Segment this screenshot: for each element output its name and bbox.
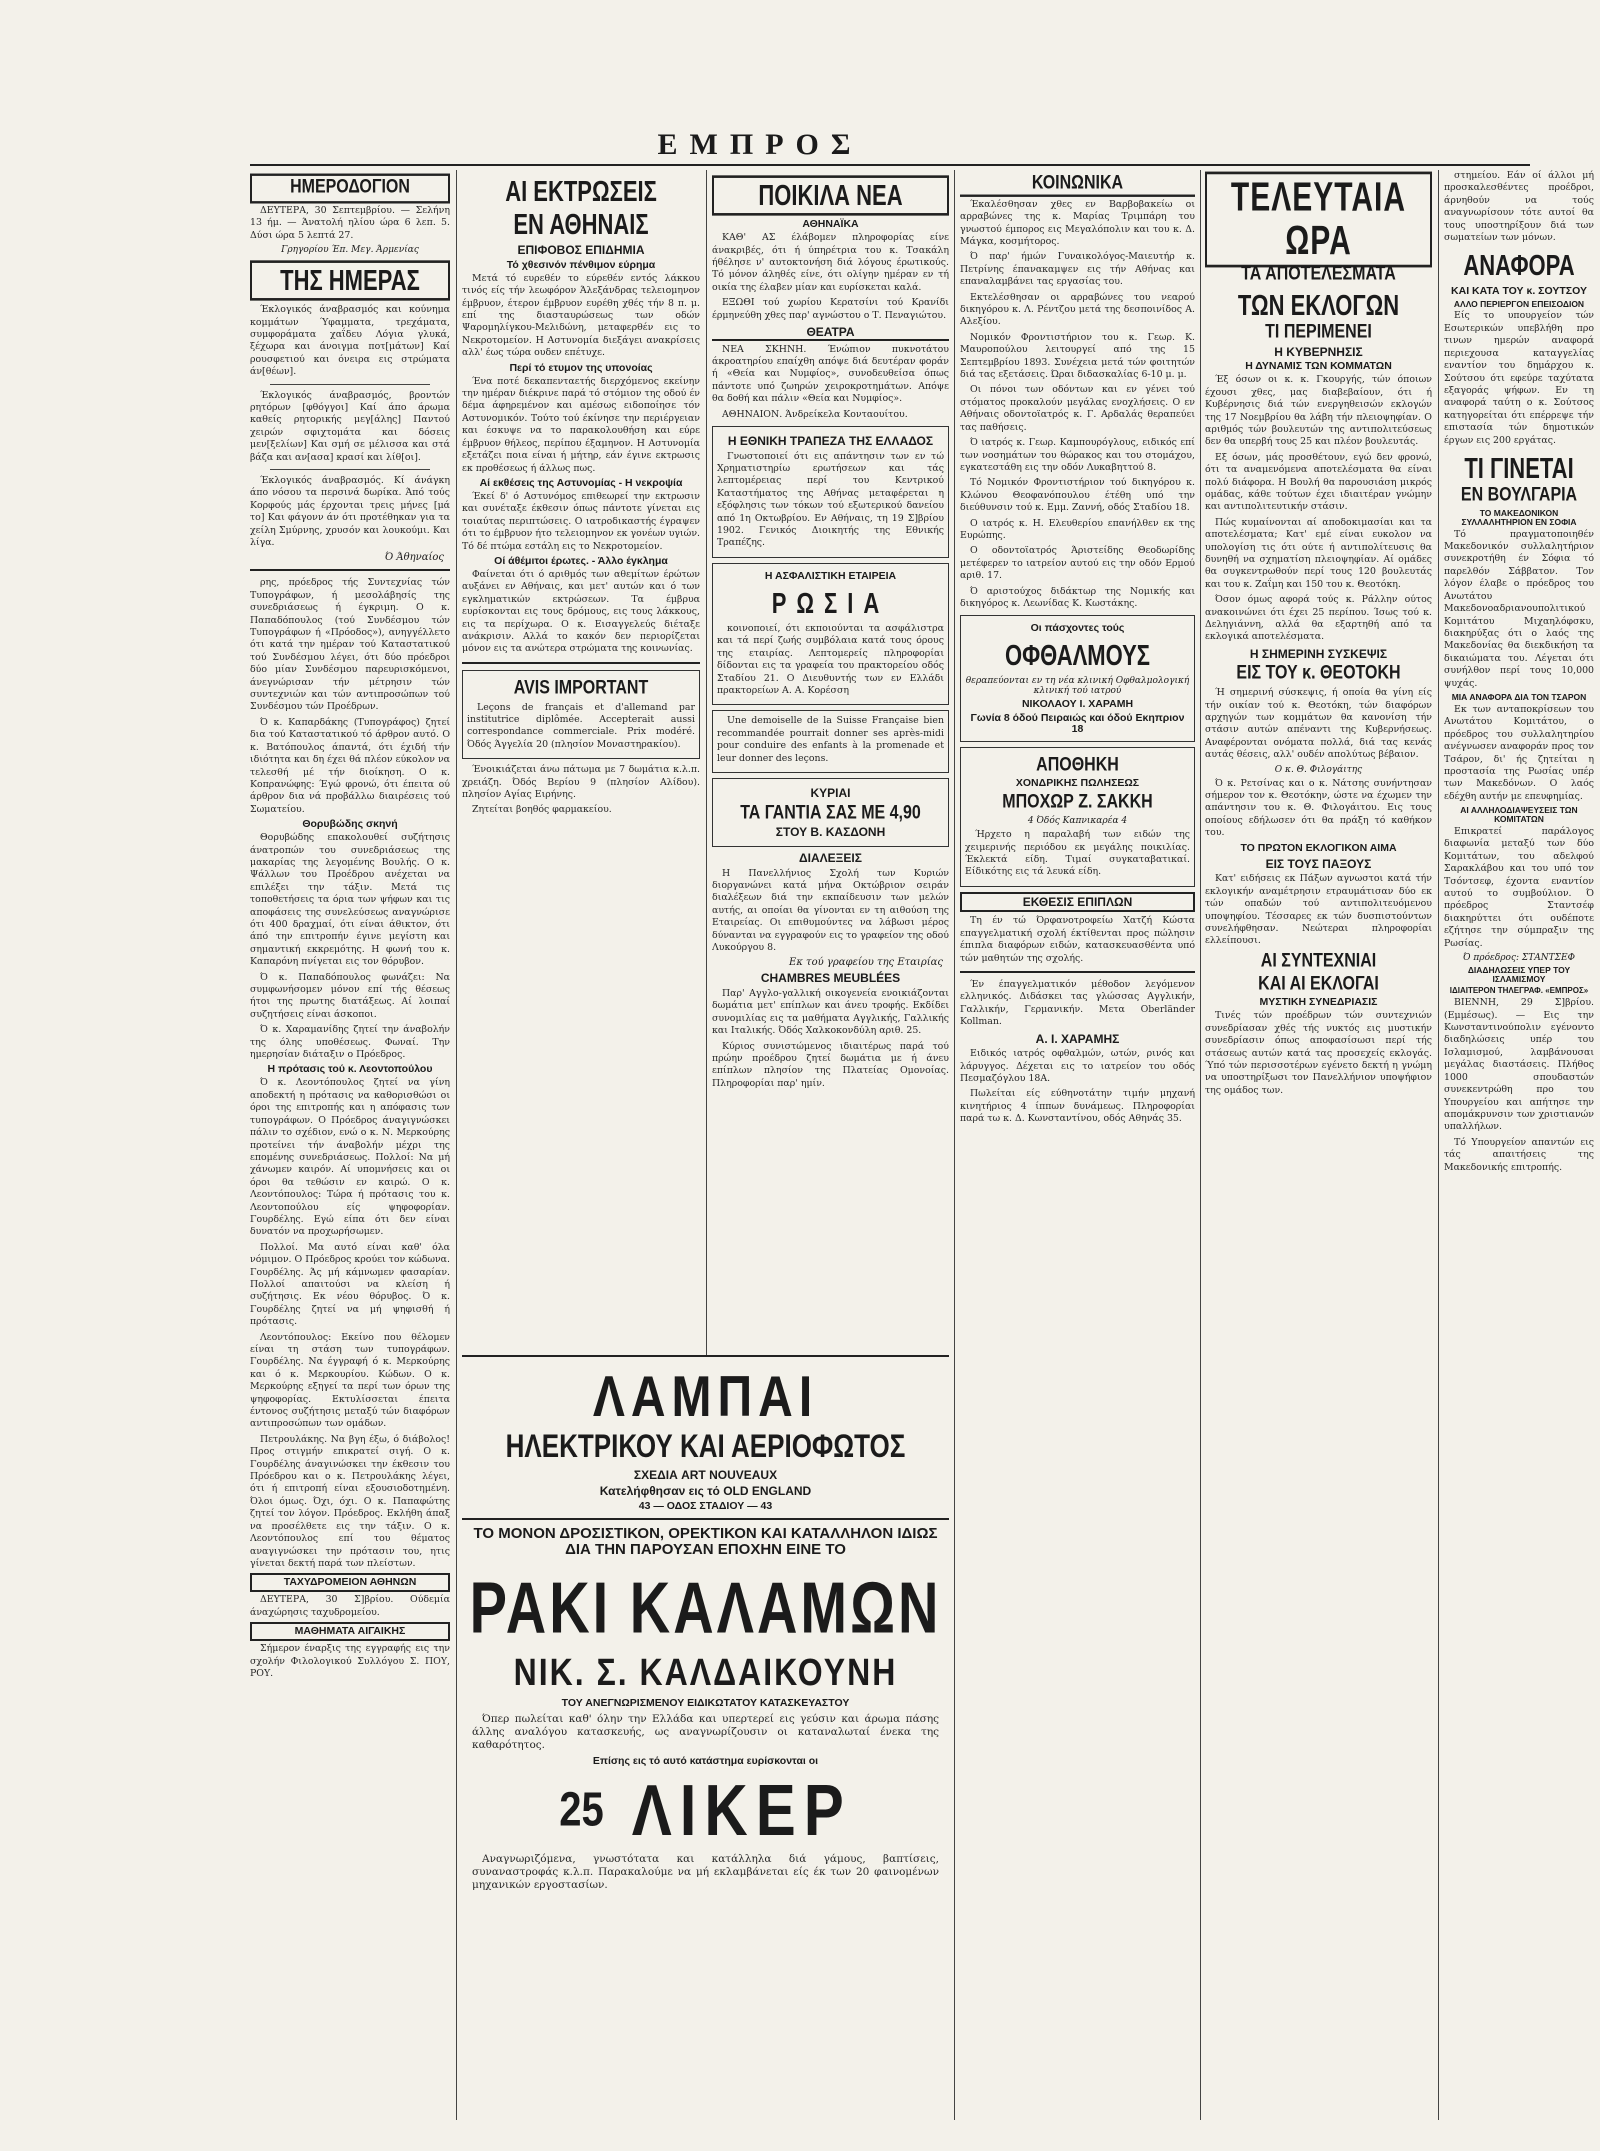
headline: ΜΙΑ ΑΝΑΦΟΡΑ ΔΙΑ ΤΟΝ ΤΣΑΡΟΝ	[1451, 691, 1587, 702]
depot-ad	[960, 747, 1195, 887]
insurance-ad	[712, 563, 949, 706]
ad-raki-title: ΡΑΚΙ ΚΑΛΑΜΩΝ	[469, 1566, 942, 1649]
social-item: Ό παρ' ήμών Γυναικολόγος-Μαιευτήρ κ. Πετρίνης έπανακαμψεν εις τήν Αθήνας και επαναλαμβάνει τας εργασίας του.	[960, 251, 1195, 288]
headline: ΙΔΙΑΙΤΕΡΟΝ ΤΗΛΕΓΡΑΦ. «ΕΜΠΡΟΣ»	[1449, 985, 1589, 995]
almanac-saint: Γρηγορίου Έπ. Μεγ. Άρμενίας	[281, 245, 419, 256]
post-office-title: ΤΑΧΥΔΡΟΜΕΙΟΝ ΑΘΗΝΩΝ	[250, 1573, 450, 1592]
ad-line: Γωνία 8 όδού Πειραιώς και όδού Εκηπριον 18	[970, 711, 1185, 735]
social-item: Ο ιατρός κ. Η. Ελευθερίου επανήλθεν εκ της Ευρώπης.	[960, 517, 1195, 541]
ad-title: AVIS IMPORTANT	[513, 677, 649, 699]
headline: Η ΚΥΒΕΡΝΗΣΙΣ	[1274, 344, 1363, 359]
section-title: ΠΟΙΚΙΛΑ ΝΕΑ	[712, 175, 949, 215]
classified-ad: Πωλείται είς εύθηνοτάτην τιμήν μηχανή κινητήριος 4 ίππων δυνάμεως. Πληροφορίαι παρά τω κ. Δ. Κωνσταντίνου, οδός Αθηνάς 35.	[960, 1088, 1195, 1125]
ad-text: Une demoiselle de la Suisse Française bien recommandée pourrait donner ses après-midi pour conduire des enfants à la promenade et leur donner des leçons.	[717, 715, 944, 764]
ad-raki-maker: ΝΙΚ. Σ. ΚΑΛΔΑΙΚΟΥΝΗ	[513, 1650, 898, 1694]
last-hour-title: ΤΕΛΕΥΤΑΙΑ ΩΡΑ	[1205, 172, 1432, 268]
headline: ΔΙΑΔΗΛΩΣΕΙΣ ΥΠΕΡ ΤΟΥ ΙΣΛΑΜΙΣΜΟΥ	[1467, 965, 1571, 984]
social-item: Ό αριστούχος διδάκτωρ της Νομικής και δικηγόρος κ. Λεωνίδας Κ. Κωστάκης.	[960, 585, 1195, 609]
ad-line: Επίσης εις τό αυτό κατάστημα ευρίσκονται οι	[592, 1754, 819, 1767]
social-item: Εκτελέσθησαν οι αρραβώνες του νεαρού δικηγόρου κ. Λ. Ρέντζου μετά της δεσποινίδος Α. Αλεξίου.	[960, 291, 1195, 328]
bank-notice	[712, 426, 949, 558]
section-heading: Οί άθέμιτοι έρωτες. - Άλλο έγκλημα	[494, 554, 668, 567]
ad-line: ΤΑ ΓΑΝΤΙΑ ΣΑΣ ΜΕ 4,90	[740, 802, 921, 824]
ad-liker-number: 25	[559, 1783, 604, 1837]
ad-liker-title: ΛΙΚΕΡ	[631, 1770, 852, 1851]
article-paragraph: Όσον όμως αφορά τούς κ. Ράλλην ούτος ανακοινώνει ότι έχει 25 περίπου. Ίσως τού κ. Δεληγιάννη, αλλά θα εξαρτηθή από τα εκλογικά αποτελέσματα.	[1205, 594, 1432, 643]
almanac-title: ΗΜΕΡΟΔΟΓΙΟΝ	[250, 174, 450, 204]
ad-liker-row	[462, 1770, 949, 1851]
headline: ΤΩΝ ΕΚΛΟΓΩΝ	[1237, 289, 1400, 322]
ad-line: Οι πάσχοντες τούς	[1030, 622, 1125, 635]
section-subtitle: ΑΘΗΝΑΪΚΑ	[802, 218, 859, 231]
ad-line: ΝΙΚΟΛΑΟΥ Ι. ΧΑΡΑΜΗ	[1021, 697, 1134, 710]
theatre-title: ΘΕΑΤΡΑ	[712, 326, 949, 341]
headline: ΑΙ ΑΛΛΗΛΟΔΙΑΨΕΥΣΕΙΣ ΤΩΝ ΚΟΜΙΤΑΤΩΝ	[1460, 805, 1578, 825]
article-paragraph: Ό κ. Χαραμανίδης ζητεί την άναβολήν της όλης υποθέσεως. Φωναί. Την ημερησίαν διάταξιν ο Πρόεδρος.	[250, 1024, 450, 1061]
article-paragraph: Ό κ. Ρετσίνας και ο κ. Νάτσης συνήντησαν σήμερον τον κ. Θεοτόκην, ώστε να έχωμεν την απάντησιν του κ. Θ. Φιλογάιτου. Εις τους οποίους εδήλωσεν ότι θα πράξη τό καθήκον του.	[1205, 777, 1432, 839]
eye-clinic-ad	[960, 615, 1195, 741]
ad-text: Αναγνωριζόμενα, γνωστότατα και κατάλληλα διά γάμους, βαπτίσεις, συναναστροφάς κ.λ.π. Παρακαλούμε να μή εκλαμβάνεται είς έκ των 20 φαινομένων μηχανικών εργοστασίων.	[472, 1852, 939, 1891]
rooms-text: Παρ' Αγγλο-γαλλική οικογενεία ενοικιάζονται δωμάτια μετ' επίπλων και άνευ τροφής. Εκδίδει συνομιλίας εις τα μαθήματα Αγγλικής, Γαλλικής και Ιταλικής. Όδός Χαλκοκονδύλη αριθ. 25.	[712, 988, 949, 1037]
theatre-text: ΝΕΑ ΣΚΗΝΗ. Ένώπιον πυκνοτάτου άκροατηρίου επαίχθη απόψε διά δευτέραν φοράν ή «Θεία και Νυμφίος», συνοδευθείσα όπως πάντοτε υπό ζωηρών χειροκροτημάτων. Απόψε θα δοθή και πάλιν «Θεία και Νυμφίος».	[712, 343, 949, 405]
ad-text: Leçons de français et d'allemand par institutrice diplômée. Accepterait aussi correspondance commerciale. Prix modéré. Όδός Άγγελία 20 (πλησίον Μοναστηρακίου).	[467, 701, 695, 750]
column-rule	[954, 170, 955, 2120]
insurance-title: Η ΑΣΦΑΛΙΣΤΙΚΗ ΕΤΑΙΡΕΙΑ	[764, 569, 897, 582]
article-paragraph: Τό Υπουργείον απαντών εις τάς απαιτήσεις της Μακεδονικής επιτροπής.	[1444, 1136, 1594, 1173]
lamps-raki-advertisement	[462, 1355, 949, 2122]
lectures-title: ΔΙΑΛΕΞΕΙΣ	[799, 850, 862, 865]
headline: ΚΑΙ ΚΑΤΑ ΤΟΥ κ. ΣΟΥΤΣΟΥ	[1451, 284, 1587, 297]
column-1	[250, 170, 450, 2120]
ad-line: 43 — ΟΔΟΣ ΣΤΑΔΙΟΥ — 43	[638, 1499, 773, 1512]
social-item: Νομικόν Φροντιστήριον του κ. Γεωρ. Κ. Μαυροπούλου λειτουργεί από της 15 Σεπτεμβρίου 1893. Συνέχεια μετά τών φοιτητών διά τας εξετάσεις. Ώραι διδασκαλίας 6-10 μ. μ.	[960, 331, 1195, 381]
column-4	[960, 170, 1195, 2120]
article-paragraph: Πολλοί. Μα αυτό είναι καθ' όλα νόμιμον. Ο Πρόεδρος κρούει τον κώδωνα. Γουρδέλης. Άς μή κάμνωμεν φασαρίαν. Πολλοί απαιτούσι να κλείση ή συζήτησις. Εκ νέου θόρυβος. Ό κ. Γουρδέλης ζητεί να μή ψηφισθή ή πρότασις.	[250, 1241, 450, 1328]
headline: ΤΙ ΓΙΝΕΤΑΙ	[1464, 452, 1574, 485]
headline: ΤΙ ΠΕΡΙΜΕΝΕΙ	[1265, 322, 1372, 343]
divider	[462, 1518, 949, 1520]
bank-text: Γνωστοποιεί ότι εις απάντησιν των εν τώ Χρηματιστηρίω ερωτήσεων και τάς λεπτομέρειας περί του Κεντρικού Καταστήματος της Αθήνας μεταφέρεται η εξόφλησις των τόκων τού εξωτερικού δανείου από 1η Οκτωβρίου. Εν Αθήναις, τη 19 Σ]βρίου 1902. Γενικός Διοικητής της Εθνικής Τραπέζης.	[717, 450, 944, 549]
divider	[960, 971, 1195, 973]
column-rule	[1438, 170, 1439, 2120]
article-paragraph: Ό κ. Λεοντόπουλος ζητεί να γίνη αποδεκτή η πρότασις να καθορισθώσι οι όροι της επιτροπής και η απόφασις των τυπογράφων. Ο Πρόεδρος άναγιγνώσκει πάλιν το σχέδιον, ενώ ο κ. Ν. Μερκούρης προτείνει τήν άναβολήν μέχρι της επομένης συνεδριάσεως. Πολλοί: Να μή χάνωμεν καιρόν. Αί υπομνήσεις και οι όροι θα τεθώσιν εν καιρώ. Ο κ. Λεοντόπουλος: Τώρα ή πρότασις του κ. Λεοντοπούλου είς ψηφοφορίαν. Γουρδέλης. Εγώ είπα ότι δεν είναι δυνατόν να προχωρήσωμεν.	[250, 1077, 450, 1238]
article-subtitle: ΕΠΙΦΟΒΟΣ ΕΠΙΔΗΜΙΑ	[517, 243, 645, 258]
headline: ΤΑ ΑΠΟΤΕΛΕΣΜΑΤΑ	[1241, 264, 1396, 285]
headline: ΤΟ ΜΑΚΕΔΟΝΙΚΟΝ ΣΥΛΛΑΛΗΤΗΡΙΟΝ ΕΝ ΣΟΦΙΑ	[1461, 507, 1577, 527]
headline: ΕΙΣ ΤΟΥ κ. ΘΕΟΤΟΚΗ	[1236, 663, 1401, 684]
newspaper-masthead: ΕΜΠΡΟΣ	[657, 128, 863, 161]
article-title: ΑΙ ΕΚΤΡΩΣΕΙΣ	[505, 175, 657, 208]
ad-line: Κατελήφθησαν εις τό OLD ENGLAND	[599, 1484, 812, 1499]
article-paragraph: Έξ όσων οι κ. κ. Γκουργής, τών όποιων έχουσι χθες, μας διαβεβαίουν, ότι ή Κυβέρνησις διά τών ενεργηθεισών εκλογών της 17 Νοεμβρίου θα λάβη τήν πλειοψηφίαν. Ο αριθμός τών βουλευτών της αντιπολιτεύσεως δεν θα υπερβή τους 25 και πλέον βουλευτάς.	[1205, 374, 1432, 448]
section-heading: Τό χθεσινόν πένθιμον εύρημα	[506, 258, 656, 271]
social-item: Ό ιατρός κ. Γεωρ. Καμπουρόγλους, ειδικός επί των νοσημάτων του θώρακος και του στομάχου, εγκατεστάθη εις την οδόν Λυκαβηττού 8.	[960, 437, 1195, 473]
column-6	[1444, 170, 1594, 2120]
insurance-text: κοινοποιεί, ότι εκποιούνται τα ασφάλιστρα και τά περί ζωής συμβόλαια κατά τους όρους της εταιρίας. Λεπτομερείς πληροφορίαι δίδονται εις τα γραφεία του πρακτορείου οδός Σταδίου 21. Ο Διευθυντής των εν Ελλάδι πρακτορείων Α. Α. Κορέσση	[717, 622, 944, 696]
poem-stanza: Έκλογικός άναβρασμός και κούνημα κομμάτων Ύφαμματα, τρεχάματα, συμφοράματα χαΐδευ Λόγια γλυκά, ξέχωρα και άνοιγμα ποτ[μάτων] Καί ρουσφετιού και όνειρα εις στρώματα άν[θέων].	[250, 304, 450, 378]
section-heading: Αί εκθέσεις της Αστυνομίας - Η νεκροψία	[479, 476, 683, 489]
rooms-text: Κύριος συνιστώμενος ιδιαιτέρως παρά τού πρώην προέδρου ζητεί δωμάτια με ή άνευ επίπλων πλησίον της Πλατείας Ομονοίας. Πληροφορίαι παρ' ημίν.	[712, 1040, 949, 1089]
section-title: ΚΟΙΝΩΝΙΚΑ	[960, 174, 1195, 197]
byline: Ό πρόεδρος: ΣΤΑΝΤΣΕΦ	[1463, 953, 1575, 964]
article-paragraph: Μετά τό ευρεθέν το εύρεθέν εντός λάκκου τινός είς τήν λεωφόρον Άλεξάνδρας τελειομηνον έμβρυον, έτερον έμβρυον ευρέθη χθές τήν 8 π. μ. επί της διασταυρώσεως των οδών Ψαρομηλίγκου-Μελιδώνη, μεταφερθέν εις το Νεκροτομείον. Η Αστυνομία διεξάγει ανακρίσεις αλλ' έως τώρα ουδεν επέτυχε.	[462, 272, 700, 359]
poem-signature: Ό Άθηναίος	[384, 552, 444, 564]
lectures-signature: Εκ τού γραφείου της Εταιρίας	[789, 957, 943, 969]
article-paragraph: Τινές τών προέδρων τών συντεχνιών συνεδρίασαν χθές τής νυκτός εις μυστικήν συνεδρίασιν όπως αποφασίσωσι περί τής στάσεως αυτών κατά τας προσεχείς εκλογάς. Ύπό τών περισσοτέρων εγένετο δεκτή η γνώμη να υποστηρίξωσι τον Πανελλήνιον υποψήφιον της ομάδος των.	[1205, 1010, 1432, 1096]
article-paragraph: Κατ' ειδήσεις εκ Πάξων αγνωστοι κατά τήν εκλογικήν αναμέτρησιν ετραυμάτισαν δύο εκ τών οπαδών τού αντιπολιτευόμενου υποψηφίου. Τέσσαρες εκ τών δυσπιστούντων συνελήφθησαν. Νεώτεραι πληροφορίαι ελλείπουσι.	[1205, 873, 1432, 947]
column-5	[1205, 170, 1432, 2120]
furniture-expo-text: Τη έν τώ Όρφανοτροφείω Χατζή Κώστα επαγγελματική σχολή έκτίθενται προς πώλησιν έπιπλα διαφόρων ειδών, κατασκευασθέντα υπό τών μαθητών της σχολής.	[960, 915, 1195, 964]
article-paragraph: Επικρατεί παράλογος διαφωνία μεταξύ των δύο Κομιτάτων, του αδελφού Σαρακλάβου και του υπό τον Τσόντσεφ, έχοντα εναντίον αυτού το συμβούλιον. Ό πρόεδρος Σταντσέφ διακηρύττει ότι ουδέποτε εζήτησε την σύμπραξιν της Ρωσίας.	[1444, 825, 1594, 949]
news-item: ΕΞΩΘΙ τού χωρίου Κερατσίνι τού Κρανίδι έρμηνεύθη χθες παρ' αγνώστου ο Τ. Πεναγιώτου.	[712, 297, 949, 321]
lessons-title: ΜΑΘΗΜΑΤΑ ΑΙΓΑΙΚΗΣ	[250, 1622, 450, 1641]
gloves-ad	[712, 778, 949, 847]
swiss-governess-ad	[712, 710, 949, 773]
almanac-text: ΔΕΥΤΕΡΑ, 30 Σεπτεμβρίου. — Σελήνη 13 ήμ. — Άνατολή ηλίου ώρα 6 λεπ. 5. Δύσι ώρα 5 λεπτά 27.	[250, 204, 450, 241]
article-paragraph: Τό πραγματοποιηθέν Μακεδονικόν συλλαλητήριον συνεκροτήθη έν Σόφια τό παρελθόν Σάββατον. Τον λόγον έλαβε ο πρόεδρος του Ανωτάτου Μακεδονοαδριανουπολιτικού Κομιτάτου Μιχαηλόφσκυ, διακηρύξας ότι ο λαός της Μακεδονίας θα διεκδικήση τα δικαιώματα του. Λέγεται ότι συνήλθον περί τους 10,000 ψυχάς.	[1444, 528, 1594, 689]
headline: Η ΣΗΜΕΡΙΝΗ ΣΥΣΚΕΨΙΣ	[1249, 646, 1388, 661]
social-item: Ο οδοντοϊατρός Άριστείδης Θεοδωρίδης μετέφερεν το ιατρείον αυτού εις την οδόν Ερμού αριθ. 17.	[960, 545, 1195, 582]
lessons-text: Σήμερον έναρξις της εγγραφής εις την σχολήν Φιλολογικού Συλλόγου Σ. ΠΟΥ, ΡΟΥ.	[250, 1643, 450, 1679]
ad-line: ΤΟΥ ΑΝΕΓΝΩΡΙΣΜΕΝΟΥ ΕΙΔΙΚΩΤΑΤΟΥ ΚΑΤΑΣΚΕΥΑΣΤΟΥ	[561, 1696, 850, 1709]
poem-stanza: Έκλογικός άναβρασμός. Κί άνάγκη άπο νόσου τα περσινά δωρίκα. Άπό τούς Κορφούς μάς έρχονται τρεις μήνες [μά το] Και φάγονν άν ότι προτέθηκαν για τα χείλη Σμύρνης, χρυσόν και λουκούμι. Και λίγα.	[250, 474, 450, 549]
article-paragraph: Ό κ. Καπαρδάκης (Τυπογράφος) ζητεί δια τού Καταστατικού τό άρθρον αυτό. Ο κ. Βατόπουλος άπαντά, ότι έχιδή τήν ιδιότητα και δη έχει θά πλέον εύκολον να τελεσθή μέ τήν διοίκηση. Ο κ. Κοπρανώφης: Έγώ φρονώ, ότι έπειτα ού άρθρον δια νά προβάλλω διαιρέσεις τού Σωματείου.	[250, 716, 450, 815]
column-rule	[1200, 170, 1201, 2120]
classified-ad: Έν έπαγγελματικόν μέθοδον λεγόμενον ελληνικός. Διδάσκει τας γλώσσας Αγγλικήν, Γαλλικήν, Γερμανικήν. Μετα Oberländer Kollman.	[960, 979, 1195, 1028]
headline: Η ΔΥΝΑΜΙΣ ΤΩΝ ΚΟΜΜΑΤΩΝ	[1245, 360, 1392, 373]
doctor-name: Α. Ι. ΧΑΡΑΜΗΣ	[1035, 1031, 1120, 1046]
ad-line: ΧΟΝΔΡΙΚΗΣ ΠΩΛΗΣΕΩΣ	[1015, 777, 1140, 790]
article-paragraph: Είς το υπουργείον τών Εσωτερικών υπεβλήθη προ τινων ημερών αναφορά περιεχουσα καταγγελίας εναντίον του δημάρχου κ. Σούτσου ότι εφεύρε ταχύτατα εξαγοράς ψήφων. Εν τη αναφορά ταύτη ο κ. Σούτσος κατηγορείται ότι επέρρεψε τήν επιστασία τών δημοτικών έργων εις 200 εργάτας.	[1444, 310, 1594, 446]
ad-line: 4 Όδός Καπνικαρέα 4	[1027, 816, 1128, 827]
social-item: Οι πόνοι των οδόντων και εν γένει τού στόματος προκαλούν μεγάλας ενοχλήσεις. Ο εν Αθήναις οδοντοϊατρός κ. Γ. Αρδαλάς θεραπεύει τας παθήσεις.	[960, 384, 1195, 433]
article-paragraph: στημείου. Εάν οί άλλοι μή προσκαλεσθέντες προέδροι, άρνηθούν να τούς αναγνωρίσουν τότε αυτοί θα τους υποστηρίξουν διά των σωματείων των μόνων.	[1444, 170, 1594, 244]
article-paragraph: Πετρουλάκης. Να βγη έξω, ό διάβολος! Προς στιγμήν επικρατεί σιγή. Ο κ. Γουρδέλης άναγινώσκει την έκθεσιν του Πρόεδρου και ο κ. Πετρουλάκης λέγει, ότι ή επιτροπή είναι εξουσιοδοτημένη. Όλοι όμως. Όχι, όχι. Ο κ. Παπαφώτης ζητεί τον λόγον. Πρόεδρος. Εκλήθη άπαξ να προσέλθετε εις την τάξιν. Ο κ. Λεοντόπουλος επί του θέματος αναγιγνώσκει την πρότασιν του, ητις γίνεται δεκτή παρά των πλείστων.	[250, 1433, 450, 1569]
divider	[250, 569, 450, 571]
article-paragraph: Λεοντόπουλος: Εκείνο που θέλομεν είναι τη στάση των τυπογράφων. Γουρδέλης. Να έγγραφή ό κ. Μερκούρης και ό κ. Μερκουρίου. Κώδων. Ο κ. Μερκούρης εξηγεί τα περί των όρων της ψηφοφορίας. Εκτυλίσσεται έπειτα έντονος συζήτησις μεταξύ τών διαφόρων αντιπροσώπων των ομάδων.	[250, 1331, 450, 1430]
headline: ΕΙΣ ΤΟΥΣ ΠΑΞΟΥΣ	[1265, 856, 1372, 871]
furniture-expo-title: ΕΚΘΕΣΙΣ ΕΠΙΠΛΩΝ	[960, 892, 1195, 913]
ad-text: Όπερ πωλείται καθ' όλην την Ελλάδα και υπερτερεί εις γεύσιν και άρωμα πάσης άλλης αναλόγου κατασκευής, ως αναγνωρίζουσιν οι καταναλωταί ένεκα της καθαρότητος.	[472, 1712, 939, 1751]
classified-ad: Ζητείται βοηθός φαρμακείου.	[472, 804, 612, 816]
section-heading: Περί τό ετυμον της υπονοίας	[509, 361, 653, 374]
news-item: ΚΑΘ' ΑΣ έλάβομεν πληροφορίας είνε άνακριβές, ότι ή ύπηρέτρια του κ. Τσακάλη ήθέλησε ν' αυτοκτονήση διά λόγους έρωτικούς. Τό μόνον άληθές είνε, ότι ολίγην ημέραν εν τή οικία της έλαβεν μίαν και ευρίσκεται καλά.	[712, 232, 949, 293]
headline: ΑΛΛΟ ΠΕΡΙΕΡΓΟΝ ΕΠΕΙΣΟΔΙΟΝ	[1453, 298, 1585, 309]
ad-line: ΜΠΟΧΩΡ Ζ. ΣΑΚΚΗ	[1002, 792, 1153, 813]
headline: ΑΝΑΦΟΡΑ	[1463, 249, 1575, 283]
masthead-rule	[250, 164, 1530, 166]
article-paragraph: Ό κ. Παπαδόπουλος φωνάζει: Να συμφωνήσομεν μόνον επί τής θέσεως ήτοι της πρωτης διατάξεως. Αί λοιπαί συζητήσεις είναι άσκοποι.	[250, 971, 450, 1020]
lectures-text: Η Πανελλήνιος Σχολή των Κυριών διοργανώνει κατά μήνα Οκτώβριον σειράν διαλέξεων διά την εκπαίδευσιν των μελών αυτής, αι οποίαι θα γίνονται εν τη αιθούση της Εταιρείας. Οι επιθυμούντες να λάβωσι μέρος δύνανται να εγγραφούν εις το γραφείον της οδού Λυκούργου 8.	[712, 867, 949, 954]
headline: ΤΟ ΠΡΩΤΟΝ ΕΚΛΟΓΙΚΟΝ ΑΙΜΑ	[1240, 841, 1397, 854]
social-item: Τό Νομικόν Φροντιστήριον τού δικηγόρου κ. Κλώνου Θεοφανόπουλου έτέθη υπό την διεύθυνσιν τού κ. Εμμ. Ζαννή, οδός Σταδίου 18.	[960, 477, 1195, 514]
ad-title: ΚΥΡΙΑΙ	[810, 786, 851, 800]
theatre-text: ΑΘΗΝΑΙΟΝ. Άνδρείκελα Κονταουίτου.	[722, 408, 908, 420]
article-paragraph: Πώς κυμαίνονται αί αποδοκιμασίαι και τα αποτελέσματα; Κατ' εμέ είναι ευκολον να υπολογίση τις ότι ούτε ή αντιπολίτευσις θα δυνηθή να σχηματίση πλειοψηφίαν. Αί ομάδες θα συγκεντρωθούν περί τους 120 βουλευτάς και του κ. Ζαΐμη και 150 του κ. Θεοτόκη.	[1205, 516, 1432, 590]
divider	[462, 662, 700, 664]
rooms-title: CHAMBRES MEUBLÉES	[760, 971, 901, 986]
social-item: Έκαλέσθησαν χθες εν Βαρβοβακείω οι αρραβώνες της κ. Μαρίας Τριμπάρη του γνωστού έμπορος εις Μεγαλόπολιν και του κ. Δ. Μάγκα, κοσμήτορος.	[960, 198, 1195, 248]
ad-title: ΟΦΘΑΛΜΟΥΣ	[1005, 639, 1150, 673]
classified-ad: Ένοικιάζεται άνω πάτωμα με 7 δωμάτια κ.λ.π. χρειάζη. Όδός Βερίου 9 (πλησίον Αλίδου). πλησίον Αγίας Ειρήνης.	[462, 764, 700, 801]
article-paragraph: Εξ όσων, μάς προσθέτουν, εγώ δεν φρονώ, ότι τα αναμενόμενα αποτελέσματα θα είναι πολύ διάφορα. Η Βουλή θα παρουσιάση μικρός ομάδας, κάθε τούτων έχει ιδιαιτέραν γνώμην και αντιπολιτευτικήν στάσιν.	[1205, 451, 1432, 513]
ad-line: ΣΧΕΔΙΑ ART NOUVEAUX	[633, 1467, 778, 1482]
bank-title: Η ΕΘΝΙΚΗ ΤΡΑΠΕΖΑ ΤΗΣ ΕΛΛΑΔΟΣ	[727, 433, 934, 448]
post-office-text: ΔΕΥΤΕΡΑ, 30 Σ]βρίου. Ούδεμία άναχώρησις ταχυδρομείου.	[250, 1594, 450, 1618]
article-title: ΕΝ ΑΘΗΝΑΙΣ	[513, 208, 649, 241]
ad-line: ΣΤΟΥ Β. ΚΑΣΔΟΝΗ	[775, 825, 886, 840]
column-rule	[456, 170, 457, 2120]
byline: Ο κ. Θ. Φιλογάιτης	[1274, 764, 1363, 775]
poem-stanza: Έκλογικός άναβρασμός, βροντών ρητόρων [φθόγγοι] Καί άπο άρωμα καθείς ρητορικής μεγ[άλης] Παντού χειρών σφιχτομάτα και δόσεις μεν[ξελίων] Και σμή σε μέλισσα και στά βάζα και αν[ασα] κρασί και λίθ[οι].	[250, 389, 450, 463]
headline: ΜΥΣΤΙΚΗ ΣΥΝΕΔΡΙΑΣΙΣ	[1259, 996, 1378, 1009]
article-paragraph: Θορυβώδης επακολουθεί συζήτησις άνατροπών του συνεδριάσεως της μακαρίας της λεγομένης Βουλής. Ο κ. Ψάλλων του Προέδρου ανέχεται να επιλέξει την τάξιν. Μετά τις τοποθετήσεις τα όρια των ψήφων και τις αποφάσεις της συνελεύσεως αναγνώρισε ότι 400 δραχμαί, ότι είναι άθικτον, ότι άπό την επιτροπήν έγινε μεγίστη και σημαντική εκκρεμότης. Η φωνή του κ. Καπαρόνη πνίγεται εις τον θόρυβον.	[250, 832, 450, 968]
article-paragraph: ΒΙΕΝΝΗ, 29 Σ]βρίου. (Εμμέσως). — Εις την Κωνσταντινούπολιν εγένοντο διαδηλώσεις υπέρ του Ισλαμισμού, λαμβάνουσαι μεγάλας διαστάσεις. Πλήθος 1000 σπουδαστών συνεκεντρώθη προ του Υπουργείου και απήτησε την απομάκρυνσιν των χριστιανών υπαλλήλων.	[1444, 997, 1594, 1133]
divider	[270, 469, 430, 470]
article-paragraph: Φαίνεται ότι ό αριθμός των αθεμίτων έρώτων αυξάνει εν Αθήναις, και μετ' αυτών και ό των εγκληματικών εκτρώσεων. Τα έμβρυα ευρίσκονται εις τους δρόμους, εις τους λάκκους, εις τα περίχωρα. Ο κ. Εισαγγελεύς διέταξε ανάκρισιν. Αλλά το κακόν δεν περιορίζεται μόνον εις τα ανώτερα στρώματα της κοινωνίας.	[462, 568, 700, 655]
classified-ad: Ειδικός ιατρός οφθαλμών, ωτών, ρινός και λάρυγγος. Δέχεται εις το ιατρείον του οδός Πεσμαζόγλου 18Α.	[960, 1048, 1195, 1085]
article-paragraph: Ένα ποτέ δεκαπενταετής διερχόμενος εκείνην την ημέραν διέκρινε παρά τό στόμιον της οδού έν δέμα άφηρεμένον και αμέσως ειδοποίησε τόν Αστυνομικόν. Τούτο τού έκίνησε την περιέργειαν και έσκυψε να το παρακολουθήση και εύρε έμβρυον θήλεος, περίπου έξαμηνον. Η Αστυνομία εξετάζει ποια είναι ή μήτηρ, εάν έγινε εκτρωσις εκ προθέσεως ή άλλως πως.	[462, 375, 700, 474]
article-paragraph: Έκεί δ' ό Αστυνόμος επιθεωρεί την εκτρωσιν και συνέταξε έκθεσιν όπως πάντοτε γίνεται εις τοιαύτας περιπτώσεις. Ο ιατροδικαστής έγραψεν ότι το έμβρυον ήτο τελειομηνον εκ γονέων υγιών. Τό δέ πτώμα εστάλη εις το Νεκροτομείον.	[462, 490, 700, 552]
article-paragraph: Ή σημερινή σύσκεψις, ή οποία θα γίνη είς τήν οικίαν τού κ. Θεοτόκη, τών διαφόρων αρχηγών των κομμάτων θα κανονίση τήν στάσιν αυτών απέναντι της Κυβερνήσεως. Αναφέρονται ονόματα πολλά, διά τας κενάς αυτάς θέσεις, αλλ' ουδέν απολύτως βέβαιον.	[1205, 687, 1432, 761]
ad-line: θεραπεύονται εν τη νέα κλινική Οφθαλμολογική κλινική τού ιατρού	[965, 675, 1190, 696]
ad-text: Ήρχετο η παραλαβή των ειδών της χειμερινής περιόδου εκ μεγάλης ποικιλίας. Έκλεκτά είδη. Τιμαί συγκαταβατικαί. Είδικότης εις τά λευκά είδη.	[965, 829, 1190, 878]
day-title: ΤΗΣ ΗΜΕΡΑΣ	[250, 260, 450, 300]
headline: ΚΑΙ ΑΙ ΕΚΛΟΓΑΙ	[1258, 973, 1379, 995]
insurance-name: ΡΩΣΙΑ	[771, 587, 890, 620]
ad-title: ΑΠΟΘΗΚΗ	[1036, 754, 1119, 776]
article-paragraph: Εκ των ανταποκρίσεων του Ανωτάτου Κομιτάτου, ο πρόεδρος του συλλαλητηρίου ανέγνωσεν αναφοράν προς τον Τσάρον, δι' ής ζητείται η προστασία της Ρωσίας υπέρ των Μακεδόνων. Ο λαός εδέχθη αυτήν με επευφημίας.	[1444, 703, 1594, 802]
article-paragraph: ρης, πρόεδρος τής Συντεχνίας τών Τυπογράφων, ή μεσολάβησίς της συνεδριάσεως ή έγκριμη. Ο κ. Παπαδόπουλος (τού Συνδέσμου τών Τυπογράφων ή «Πρόοδος»), ανηγγέλλετο ότι κατά την ημέραν τού Καταστατικού τού Συνδέσμου λέγει, ότι δύο πρόεδροι δύο μίαν Συνδέσμου παρευρισκόμενοι, άνεγνώρισαν τήν μέτρησιν τών συντεχνιών και τών αντιπροσώπων τού Συνδέσμου τών Προέδρων.	[250, 577, 450, 713]
divider	[270, 384, 430, 385]
ad-lamps-title: ΛΑΜΠΑΙ	[592, 1365, 819, 1430]
section-heading: Θορυβώδης σκηνή	[302, 818, 398, 831]
ad-raki-intro: ΤΟ ΜΟΝΟΝ ΔΡΟΣΙΣΤΙΚΟΝ, ΟΡΕΚΤΙΚΟΝ ΚΑΙ ΚΑΤΑΛΛΗΛΟΝ ΙΔΙΩΣ ΔΙΑ ΤΗΝ ΠΑΡΟΥΣΑΝ ΕΠΟΧΗΝ ΕΙΝΕ ΤΟ	[473, 1524, 938, 1558]
section-heading: Η πρότασις τού κ. Λεοντοπούλου	[267, 1063, 433, 1076]
headline: ΕΝ ΒΟΥΛΓΑΡΙΑ	[1460, 485, 1578, 506]
ad-lamps-subtitle: ΗΛΕΚΤΡΙΚΟΥ ΚΑΙ ΑΕΡΙΟΦΩΤΟΣ	[505, 1427, 906, 1465]
french-lessons-ad	[462, 670, 700, 759]
headline: ΑΙ ΣΥΝΤΕΧΝΙΑΙ	[1260, 950, 1377, 972]
